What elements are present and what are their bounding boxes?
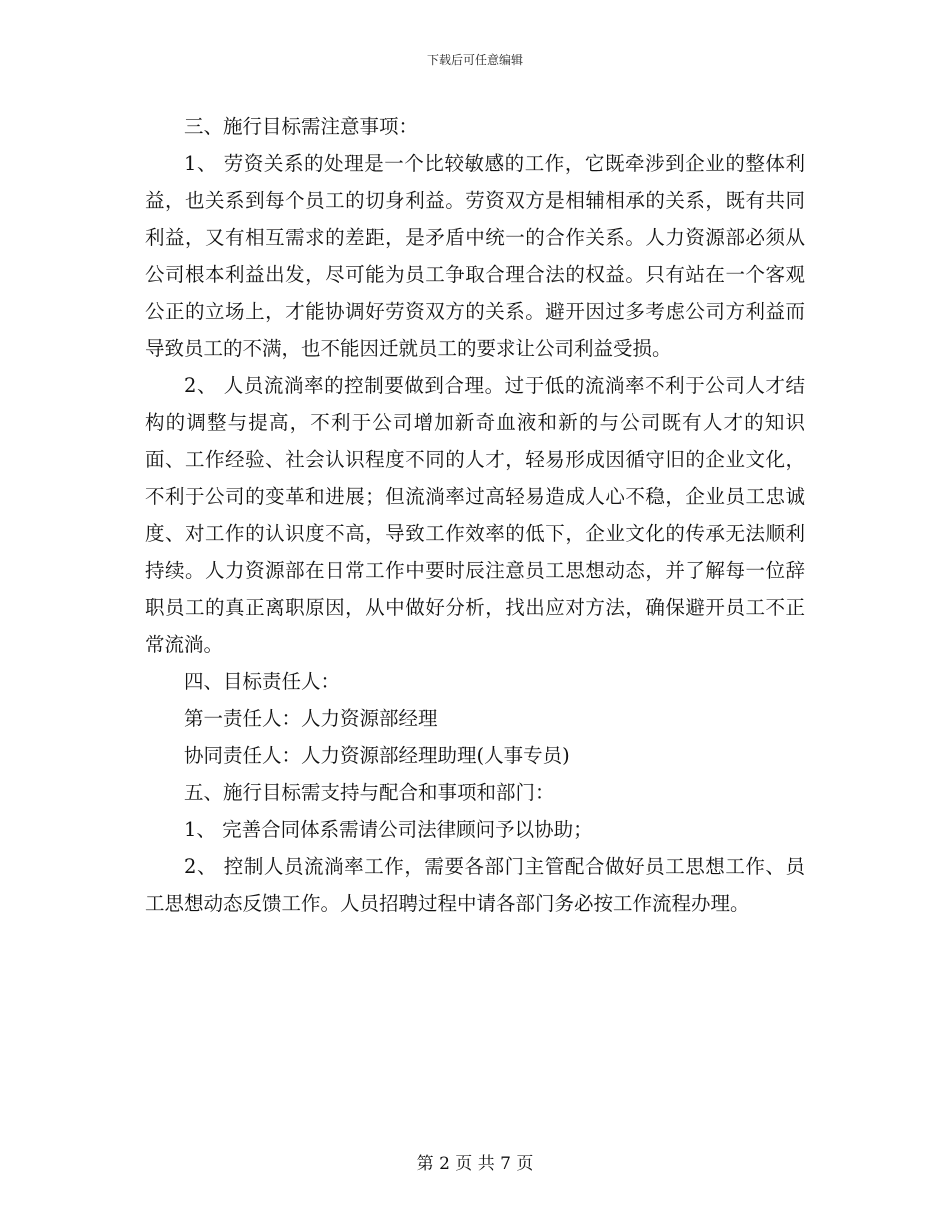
section-5-item-1: 1、 完善合同体系需请公司法律顾问予以协助； — [184, 818, 593, 841]
page-number: 第 2 页 共 7 页 — [416, 1154, 534, 1174]
section-5-item-2: 2、 控制人员流淌率工作，需要各部门主管配合做好员工思想工作、员工思想动态反馈工作。人员招聘过程中请各部门务必按工作流程办理。 — [145, 855, 805, 915]
secondary-responsible-person: 协同责任人：人力资源部经理助理(人事专员) — [184, 744, 570, 767]
section-3-heading: 三、施行目标需注意事项： — [184, 115, 419, 138]
page-header: 下载后可任意编辑 — [426, 53, 523, 67]
primary-responsible-person: 第一责任人：人力资源部经理 — [184, 707, 438, 730]
section-4-heading: 四、目标责任人： — [184, 670, 341, 693]
section-5-heading: 五、施行目标需支持与配合和事项和部门： — [184, 781, 555, 804]
section-3-item-1: 1、 劳资关系的处理是一个比较敏感的工作，它既牵涉到企业的整体利益，也关系到每个员工的切身利益。劳资双方是相辅相承的关系，既有共同利益，又有相互需求的差距，是矛盾中统一的合作关系。人力资源部必须从公司根本利益出发，尽可能为员工争取合理合法的权益。只有站在一个客观公正的立场上，才能协调好劳资双方的关系。避开因过多考虑公司方利益而导致员工的不满，也不能因迁就员工的要求让公司利益受损。 — [145, 152, 805, 360]
section-3-item-2: 2、 人员流淌率的控制要做到合理。过于低的流淌率不利于公司人才结构的调整与提高，不利于公司增加新奇血液和新的与公司既有人才的知识面、工作经验、社会认识程度不同的人才，轻易形成因循守旧的企业文化，不利于公司的变革和进展；但流淌率过高轻易造成人心不稳，企业员工忠诚度、对工作的认识度不高，导致工作效率的低下，企业文化的传承无法顺利持续。人力资源部在日常工作中要时辰注意员工思想动态，并了解每一位辞职员工的真正离职原因，从中做好分析，找出应对方法，确保避开员工不正常流淌。 — [145, 374, 805, 656]
document-body — [145, 108, 805, 922]
